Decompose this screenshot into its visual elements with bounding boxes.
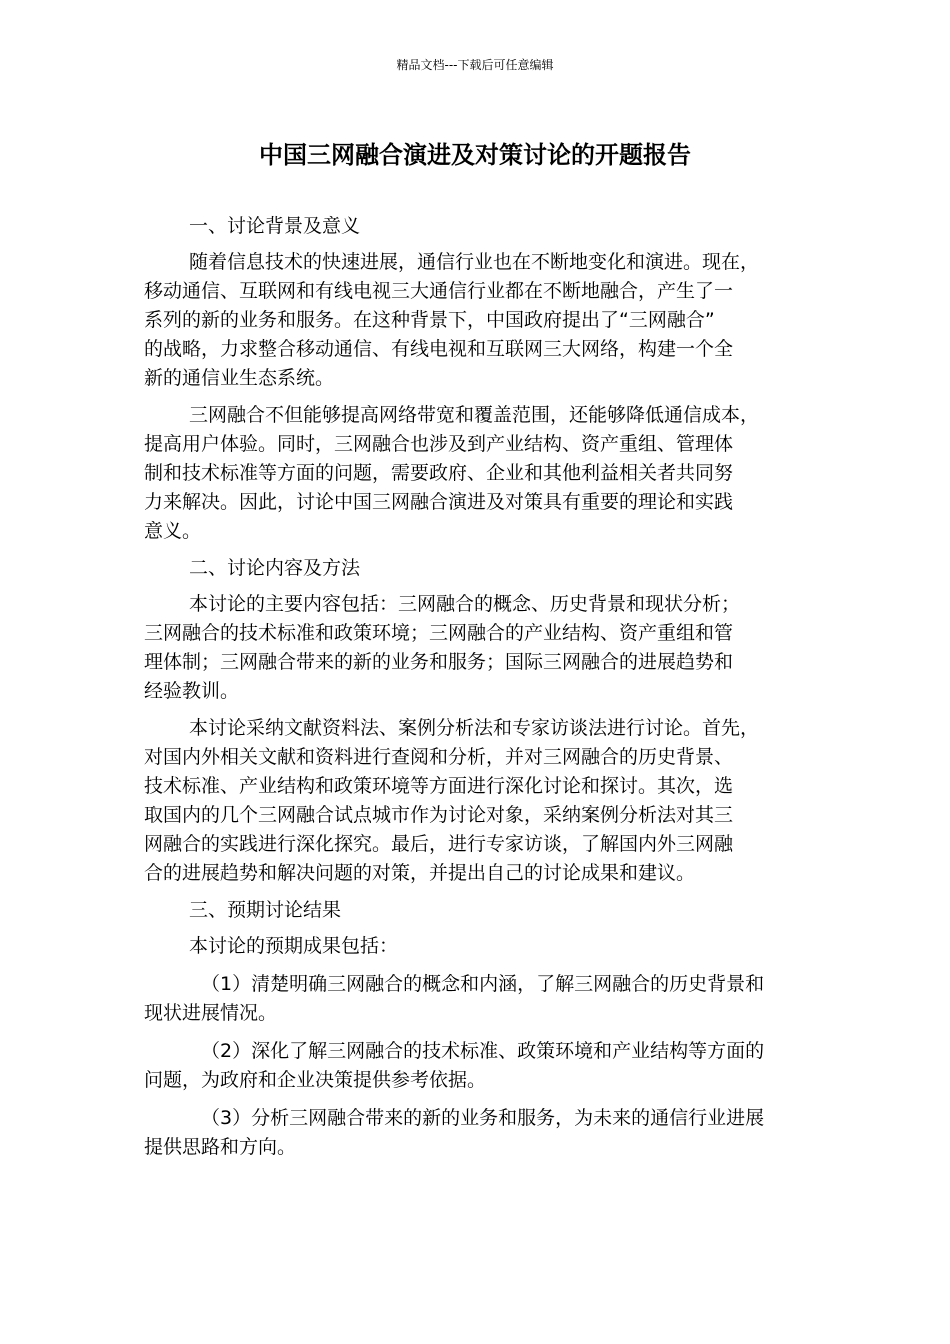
document-title: 中国三网融合演进及对策讨论的开题报告 bbox=[259, 141, 691, 169]
list-item-result-1: （1）清楚明确三网融合的概念和内涵，了解三网融合的历史背景和 现状进展情况。 bbox=[144, 973, 765, 1024]
section-heading-content-methods: 二、讨论内容及方法 bbox=[189, 557, 361, 579]
list-item-result-2: （2）深化了解三网融合的技术标准、政策环境和产业结构等方面的 问题，为政府和企业决策提供参考依据。 bbox=[144, 1040, 765, 1091]
list-item-result-3: （3）分析三网融合带来的新的业务和服务，为未来的通信行业进展 提供思路和方向。 bbox=[144, 1107, 765, 1158]
paragraph-content: 本讨论的主要内容包括：三网融合的概念、历史背景和现状分析； 三网融合的技术标准和政策环境；三网融合的产业结构、资产重组和管 理体制；三网融合带来的新的业务和服务；国际三网融合的进展趋势和 经验教训。 bbox=[144, 593, 741, 702]
section-heading-expected-results: 三、预期讨论结果 bbox=[189, 899, 342, 921]
document-body bbox=[144, 212, 808, 1162]
paragraph-results-intro: 本讨论的预期成果包括： bbox=[189, 935, 399, 957]
page-header-note: 精品文档---下载后可任意编辑 bbox=[396, 58, 554, 72]
paragraph-methods: 本讨论采纳文献资料法、案例分析法和专家访谈法进行讨论。首先， 对国内外相关文献和资料进行查阅和分析，并对三网融合的历史背景、 技术标准、产业结构和政策环境等方面进行深化讨论和探讨。其次，选 取国内的几个三网融合试点城市作为讨论对象，采纳案例分析法对其三 网融合的实践进行深化探究。最后，进行专家访谈，了解国内外三网融 合的进展趋势和解决问题的对策，并提出自己的讨论成果和建议。 bbox=[144, 717, 760, 884]
paragraph-background-2: 三网融合不但能够提高网络带宽和覆盖范围，还能够降低通信成本， 提高用户体验。同时，三网融合也涉及到产业结构、资产重组、管理体 制和技术标准等方面的问题，需要政府、企业和其他利益相关者共同努 力来解决。因此，讨论中国三网融合演进及对策具有重要的理论和实践 意义。 bbox=[144, 404, 760, 542]
section-heading-background: 一、讨论背景及意义 bbox=[189, 215, 361, 237]
paragraph-background-1: 随着信息技术的快速进展，通信行业也在不断地变化和演进。现在， 移动通信、互联网和有线电视三大通信行业都在不断地融合，产生了一 系列的新的业务和服务。在这种背景下，中国政府提出了“三网融合” 的战略，力求整合移动通信、有线电视和互联网三大网络，构建一个全 新的通信业生态系统。 bbox=[144, 251, 760, 389]
